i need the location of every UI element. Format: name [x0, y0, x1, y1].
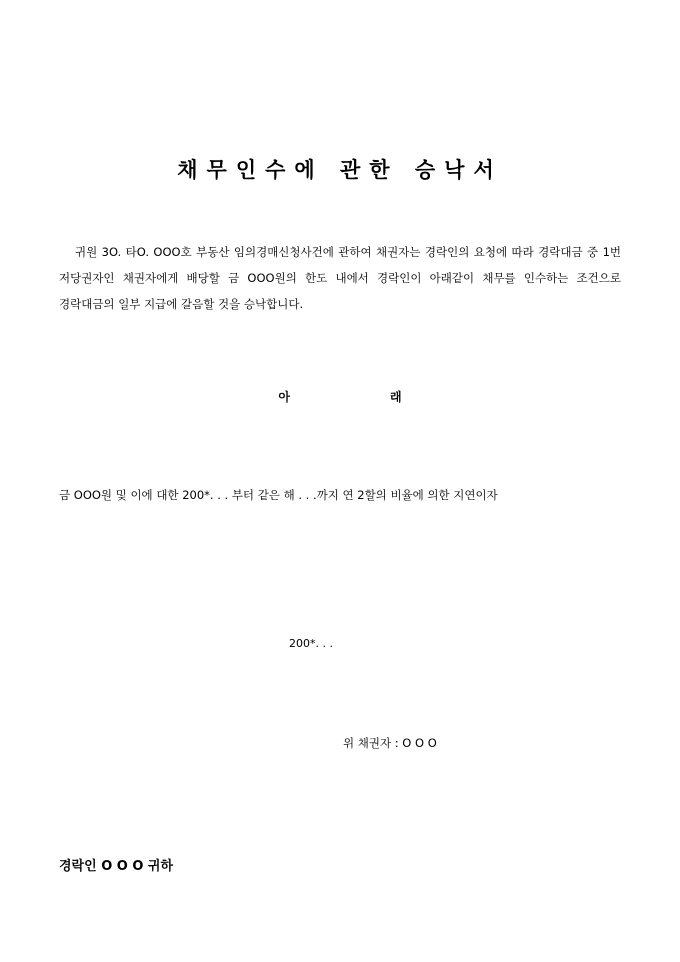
item-paragraph: 금 OOO원 및 이에 대한 200*. . . 부터 같은 해 . . .까지 연 2할의 비율에 의한 지연이자: [59, 488, 498, 502]
section-heading: [0, 387, 680, 407]
body-paragraph: 귀원 3O. 타O. OOO호 부동산 임의경매신청사건에 관하여 채권자는 경락인의 요청에 따라 경락대금 중 1번 저당권자인 채권자에게 배당할 금 OOO원의 한도 내에서 경락인이 아래같이 채무를 인수하는 조건으로 경락대금의 일부 지급에 갈음할 것을 승낙합니다.: [59, 245, 621, 311]
section-heading-right: 래: [390, 390, 402, 404]
creditor-signature-line: 위 채권자 : O O O: [343, 736, 437, 750]
document-title: 채무인수에 관한 승낙서: [177, 157, 503, 182]
section-heading-left: 아: [278, 390, 290, 404]
addressee: 경락인 O O O 귀하: [59, 859, 174, 874]
document-date: 200*. . .: [289, 637, 333, 650]
